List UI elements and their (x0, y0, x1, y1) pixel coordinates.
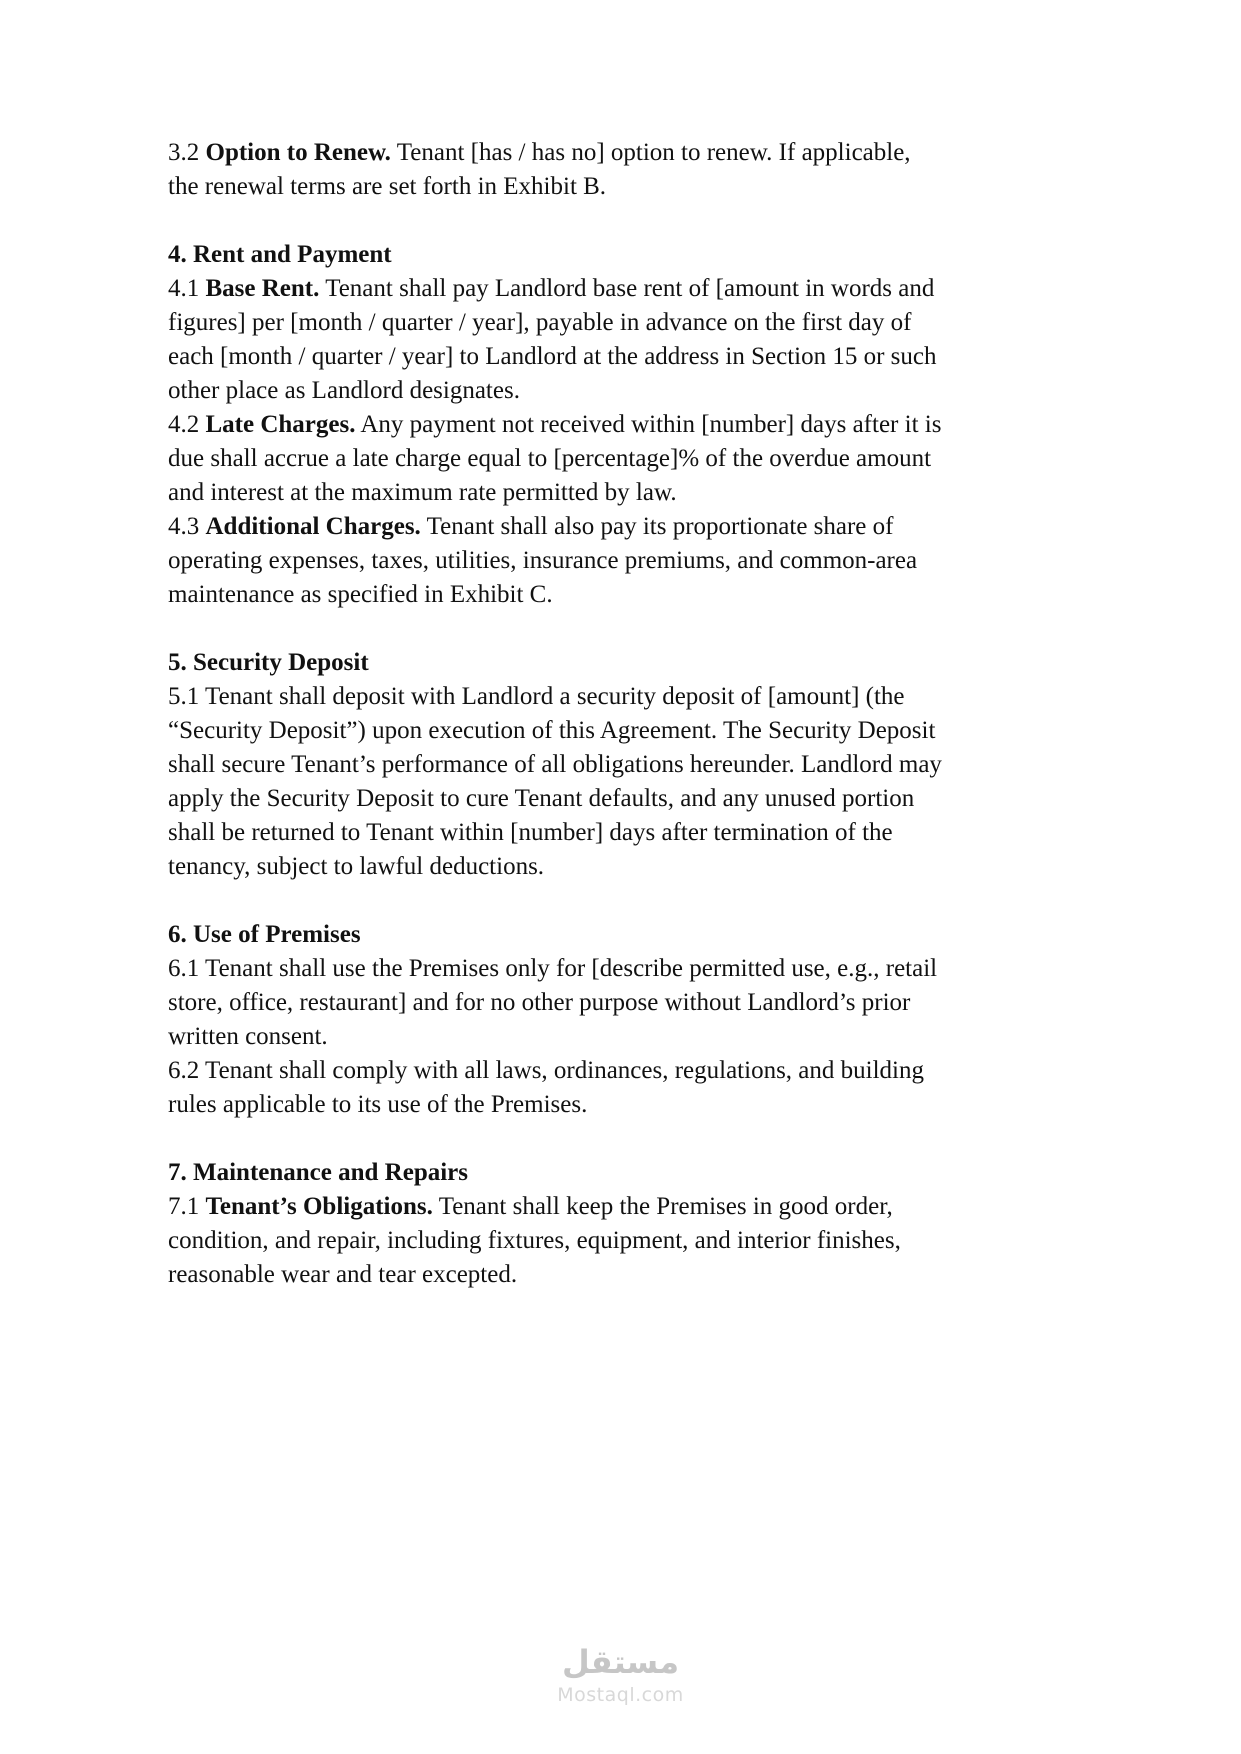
text-run: 4. Rent and Payment (168, 241, 392, 268)
text-run: Additional Charges. (205, 513, 421, 540)
text-run: Base Rent. (205, 275, 320, 302)
text-run: Tenant shall keep the Premises in good order, condition, and repair, including fixtures, equipment, and interior finishes, reasonable wear and tear excepted. (168, 1193, 901, 1288)
text-run: 5. Security Deposit (168, 649, 369, 676)
paragraph (168, 952, 943, 1054)
paragraph (168, 136, 943, 204)
mostaql-logo: مستقل (561, 1643, 680, 1681)
text-run: 3.2 (168, 139, 206, 166)
section-heading (168, 238, 943, 272)
text-run: 7.1 (168, 1193, 206, 1220)
paragraph (168, 1190, 943, 1292)
text-run: 4.2 (168, 411, 206, 438)
text-run: 4.1 (168, 275, 206, 302)
text-run: Tenant shall pay Landlord base rent of [amount in words and figures] per [month / quarter / year], payable in advance on the first day of each [month / quarter / year] to Landlord at the address in Section 15 or such other place as Landlord designates. (168, 275, 937, 404)
document-body (168, 136, 943, 1292)
paragraph (168, 272, 943, 408)
watermark (0, 1643, 1241, 1706)
text-run: 6.1 Tenant shall use the Premises only for [describe permitted use, e.g., retail store, office, restaurant] and for no other purpose without Landlord’s prior written consent. (168, 955, 938, 1050)
watermark-site-label: Mostaql.com (557, 1684, 684, 1706)
paragraph (168, 1054, 943, 1122)
text-run: 5.1 Tenant shall deposit with Landlord a security deposit of [amount] (the “Security Deposit”) upon execution of this Agreement. The Security Deposit shall secure Tenant’s performance of all obligations hereunder. Landlord may apply the Security Deposit to cure Tenant defaults, and any unused portion shall be returned to Tenant within [number] days after termination of the tenancy, subject to lawful deductions. (168, 683, 942, 880)
paragraph (168, 510, 943, 612)
text-run: 6. Use of Premises (168, 921, 361, 948)
text-run: Tenant’s Obligations. (205, 1193, 433, 1220)
section-heading (168, 646, 943, 680)
section-heading (168, 918, 943, 952)
text-run: Late Charges. (205, 411, 356, 438)
section-heading (168, 1156, 943, 1190)
text-run: Tenant shall also pay its proportionate share of operating expenses, taxes, utilities, insurance premiums, and common-area maintenance as specified in Exhibit C. (168, 513, 918, 608)
text-run: 4.3 (168, 513, 206, 540)
paragraph (168, 680, 943, 884)
text-run: 6.2 Tenant shall comply with all laws, ordinances, regulations, and building rules applicable to its use of the Premises. (168, 1057, 924, 1118)
text-run: Option to Renew. (205, 139, 391, 166)
text-run: Any payment not received within [number] days after it is due shall accrue a late charge equal to [percentage]% of the overdue amount and interest at the maximum rate permitted by law. (168, 411, 942, 506)
text-run: 7. Maintenance and Repairs (168, 1159, 468, 1186)
text-run: Tenant [has / has no] option to renew. If applicable, the renewal terms are set forth in Exhibit B. (168, 139, 911, 200)
paragraph (168, 408, 943, 510)
